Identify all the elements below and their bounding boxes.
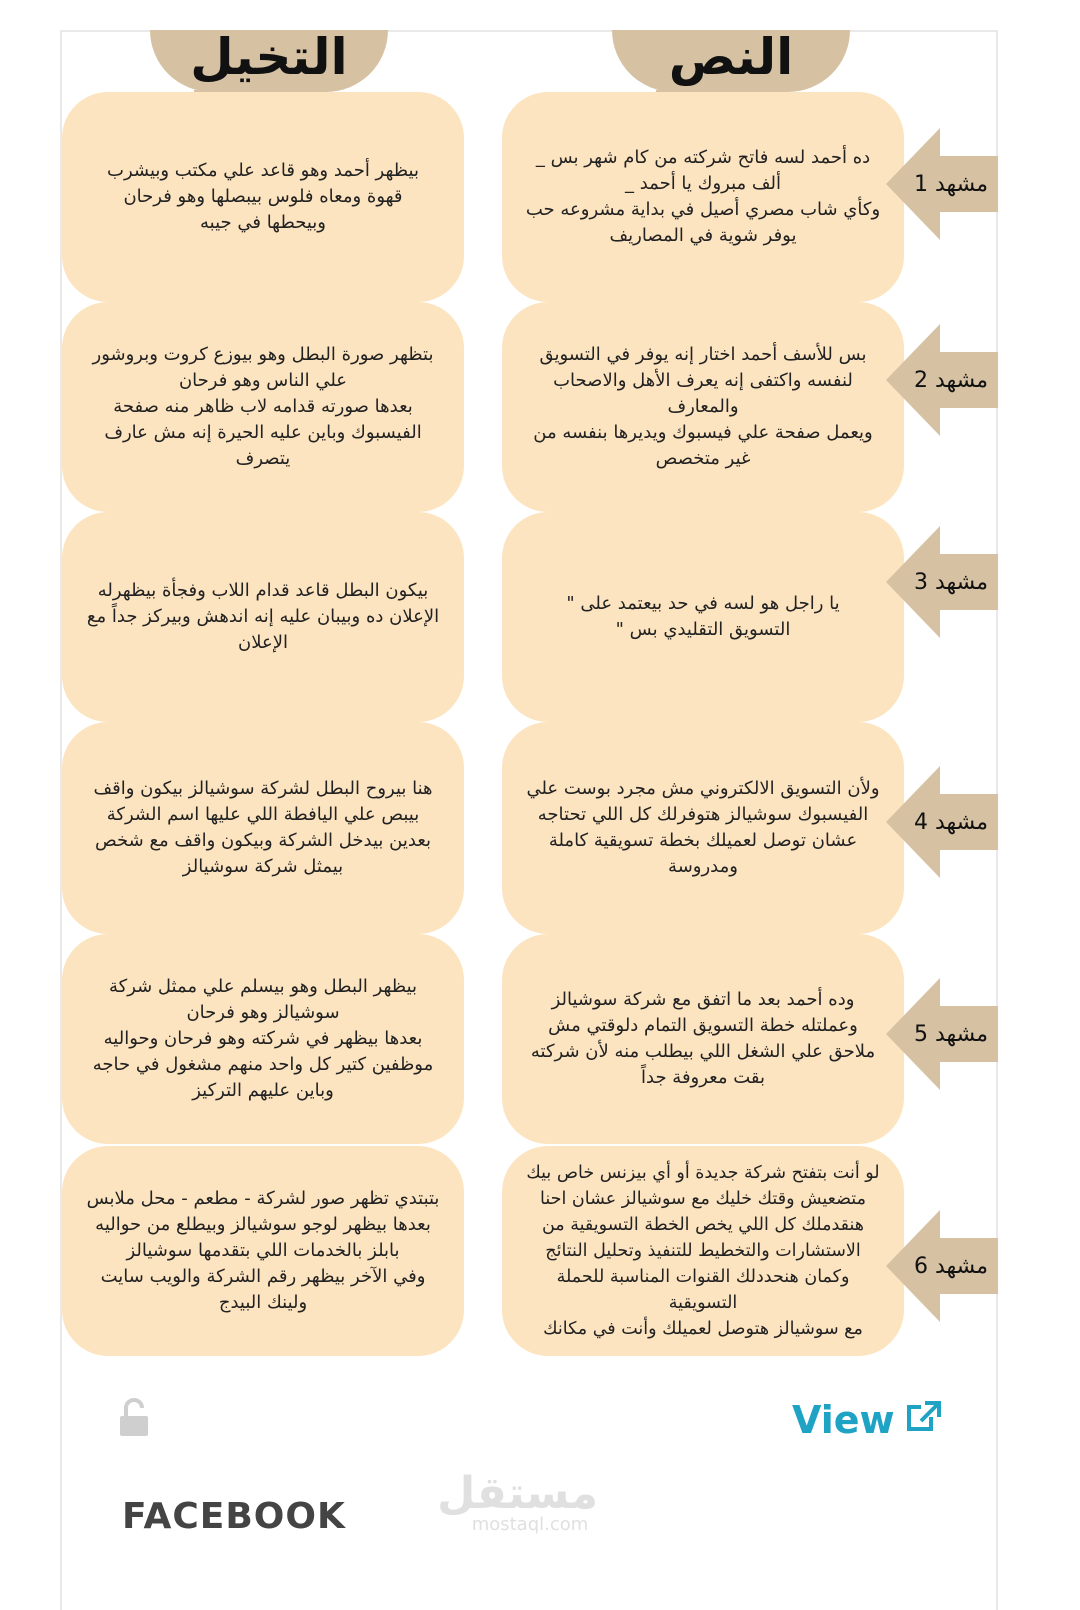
scene-imagination-cell: بيظهر أحمد وهو قاعد علي مكتب وبيشرب قهوة ومعاه فلوس بيبصلها وهو فرحان وبيحطها في جيبه [62,92,464,302]
scene-text-cell: وده أحمد بعد ما اتفق مع شركة سوشيالز وعملتله خطة التسويق التمام دلوقتي مش ملاحق علي الشغل اللي بيطلب منه لأن شركته بقت معروفة جداً [502,934,904,1144]
unlock-icon[interactable] [118,1398,150,1438]
scene-imagination-cell: بتظهر صورة البطل وهو بيوزع كروت وبروشور علي الناس وهو فرحان بعدها صورته قدامه لاب ظاهر منه صفحة الفيسبوك وباين عليه الحيرة إنه مش عارف يتصرف [62,302,464,512]
scene-label: مشهد 3 [913,569,989,595]
scene-label: مشهد 5 [913,1021,989,1047]
scene-label-arrow [886,1210,998,1322]
scene-imagination-cell: هنا بيروح البطل لشركة سوشيالز بيكون واقف بيبص علي اليافطة اللي عليها اسم الشركة بعدين بيدخل الشركة وبيكون واقف مع شخص بيمثل شركة سوشيالز [62,722,464,934]
view-link[interactable] [792,1398,943,1442]
mostaql-watermark [437,1468,598,1535]
scene-label: مشهد 1 [913,171,989,197]
project-title: FACEBOOK [122,1496,346,1537]
scene-imagination-cell: بيظهر البطل وهو بيسلم علي ممثل شركة سوشيالز وهو فرحان بعدها بيظهر في شركته وهو فرحان وحواليه موظفين كتير كل واحد منهم مشغول في حاجه وباين عليهم التركيز [62,934,464,1144]
scene-text-cell: بس للأسف أحمد اختار إنه يوفر في التسويق لنفسه واكتفى إنه يعرف الأهل والاصحاب والمعارف ويعمل صفحة علي فيسبوك ويديرها بنفسه من غير متخصص [502,302,904,512]
scene-label-arrow [886,526,998,638]
scene-imagination-cell: بيكون البطل قاعد قدام اللاب وفجأة بيظهرله الإعلان ده وبيبان عليه إنه اندهش وبيركز جداً مع الإعلان [62,512,464,722]
scene-text-cell: يا راجل هو لسه في حد بيعتمد على " التسويق التقليدي بس " [502,512,904,722]
scene-text-cell: ده أحمد لسه فاتح شركته من كام شهر بس _ ألف مبروك يا أحمد _ وكأي شاب مصري أصيل في بداية مشروعه حب يوفر شوية في المصاريف [502,92,904,302]
scene-label: مشهد 2 [913,367,989,393]
imagination-header: التخيل [190,28,348,86]
scene-label: مشهد 4 [913,809,989,835]
scene-text-cell: لو أنت بتفتح شركة جديدة أو أي بيزنس خاص بيك متضعيش وقتك خليك مع سوشيالز عشان احنا هنقدملك كل اللي يخص الخطة التسويقية من الاستشارات والتخطيط للتنفيذ وتحليل النتائج وكمان هنحددلك القنوات المناسبة للحملة التسويقية مع سوشيالز هتوصل لعميلك وأنت في مكانك [502,1146,904,1356]
view-label: View [792,1398,895,1442]
watermark-domain: mostaql.com [471,1514,589,1535]
scene-label-arrow [886,978,998,1090]
external-link-icon [905,1398,943,1442]
scene-label-arrow [886,766,998,878]
text-header: النص [668,28,794,86]
watermark-arabic: مستقل [437,1468,598,1519]
scene-label-arrow [886,128,998,240]
scene-imagination-cell: بتبتدي تظهر صور لشركة - مطعم - محل ملابس بعدها بيظهر لوجو سوشيالز وبيطلع من حواليه بابلز بالخدمات اللي بتقدمها سوشيالز وفي الآخر بيظهر رقم الشركة والويب سايت ولينك البيدج [62,1146,464,1356]
scene-text-cell: ولأن التسويق الالكتروني مش مجرد بوست علي الفيسبوك سوشيالز هتوفرلك كل اللي تحتاجه عشان توصل لعميلك بخطة تسويقية كاملة ومدروسة [502,722,904,934]
scene-label: مشهد 6 [913,1253,989,1279]
scene-label-arrow [886,324,998,436]
